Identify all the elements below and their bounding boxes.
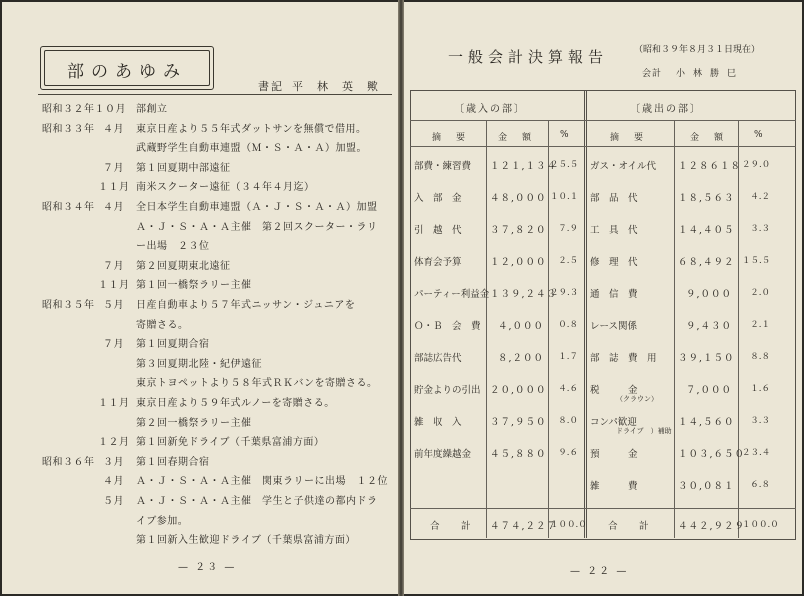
expense-pct: ２.１ [750, 320, 770, 330]
expense-amount: ３９,１５０ [678, 353, 735, 364]
author-name: 平林英歟 [292, 80, 392, 93]
expense-item: 部 品 代 [590, 193, 638, 204]
entry-text: 全日本学生自動車連盟（Ａ・Ｊ・Ｓ・Ａ・Ａ）加盟 [136, 202, 378, 213]
entry-text: 第３回夏期北陸・紀伊遠征 [136, 358, 262, 370]
expense-col-amount: 金 額 [690, 133, 727, 143]
expense-item: 修 理 代 [590, 257, 638, 268]
expense-amount: ９,０００ [685, 289, 732, 300]
expense-col-pct: % [754, 130, 766, 140]
income-total-amount: ４７４,２２７ [490, 521, 558, 532]
entry-text: Ａ・Ｊ・Ｓ・Ａ・Ａ主催 第２回スクーター・ラリ [136, 221, 378, 233]
expense-item: コンパ歓迎 [590, 417, 637, 428]
expense-item: 部 誌 費 用 [590, 353, 657, 364]
expense-amount: １４,５６０ [678, 417, 735, 428]
entry-text: 第２回一橋祭ラリー主催 [136, 417, 252, 429]
income-pct: ７.９ [558, 224, 578, 234]
income-pct: ２.５ [558, 256, 578, 266]
expense-amount: ７,０００ [685, 385, 732, 396]
income-pct: １.７ [558, 352, 578, 362]
entry-text: 武蔵野学生自動車連盟（Ｍ・Ｓ・Ａ・Ａ）加盟。 [136, 143, 367, 155]
income-amount: ３７,９５０ [490, 417, 547, 428]
income-amount: ４８,０００ [490, 193, 547, 204]
entry-text: イブ参加。 [136, 515, 189, 527]
income-total-pct: １００.０ [550, 520, 587, 530]
expense-item: 税 金 [590, 385, 638, 396]
entry-text: 東京日産より５９年式ルノーを寄贈さる。 [136, 398, 335, 409]
income-item: 入 部 金 [414, 193, 462, 204]
income-col-amount: 金 額 [498, 133, 535, 143]
income-item: Ｏ・Ｂ 会 費 [414, 321, 481, 332]
col-divider [738, 120, 739, 538]
expense-pct: ６.８ [750, 480, 770, 490]
entry-month: ７月 [103, 260, 124, 272]
entry-text: 第１回一橋祭ラリー主催 [136, 280, 252, 292]
expense-item: 工 具 代 [590, 225, 638, 236]
income-pct: ２５.５ [550, 160, 579, 170]
entry-text: 南米スクーター遠征（３４年４月迄） [136, 182, 315, 194]
page-number: — ２３ — [178, 562, 237, 573]
entry-month: ７月 [103, 162, 124, 174]
income-col-item: 摘 要 [432, 133, 469, 143]
entry-month: ５月 [103, 496, 124, 507]
entry-text: 第１回新免ドライブ（千葉県富浦方面） [136, 437, 325, 449]
income-col-pct: % [560, 130, 572, 140]
entry-text: ー出場 ２３位 [136, 241, 210, 253]
income-pct: ２９.３ [550, 288, 579, 298]
income-item: 部費・練習費 [414, 161, 472, 172]
income-item: 前年度繰越金 [414, 449, 472, 460]
entry-month: １１月 [98, 280, 130, 292]
expense-pct: ３.３ [750, 416, 770, 426]
income-amount: １２１,１３４ [490, 161, 558, 172]
entry-month: １２月 [98, 437, 130, 449]
row-divider [410, 146, 796, 147]
entry-month: ７月 [103, 339, 124, 351]
entry-month: １１月 [98, 182, 130, 194]
entry-text: 部創立 [136, 104, 168, 115]
entry-month: ４月 [103, 476, 124, 488]
entry-text: 東京日産より５５年式ダットサンを無償で借用。 [136, 123, 367, 135]
col-divider [486, 120, 487, 538]
expense-total-label: 合 計 [608, 521, 655, 532]
expense-item: 通 信 費 [590, 289, 638, 300]
expense-pct: ８.８ [750, 352, 770, 362]
expense-amount: ９,４３０ [685, 321, 732, 332]
page-title: 部のあゆみ [67, 62, 187, 82]
section-divider [584, 90, 587, 538]
expense-amount: １０３,６５０ [678, 449, 746, 460]
income-item: 部誌広告代 [414, 353, 462, 364]
entry-text: 第１回夏期中部遠征 [136, 162, 231, 174]
income-header: 〔歳入の部〕 [454, 104, 526, 115]
entry-month: １１月 [98, 398, 130, 409]
report-title: 一般会計決算報告 [448, 48, 609, 66]
page-number: — ２２ — [570, 566, 629, 577]
entry-text: 第２回夏期東北遠征 [136, 260, 231, 272]
entry-month: ５月 [103, 300, 124, 311]
expense-item: 雑 費 [590, 481, 638, 492]
left-page [2, 2, 398, 594]
entry-text: 第１回春期合宿 [136, 456, 210, 468]
expense-total-amount: ４４２,９２９ [678, 521, 746, 532]
entry-text: Ａ・Ｊ・Ｓ・Ａ・Ａ主催 学生と子供達の都内ドラ [136, 496, 378, 507]
accountant-label: 会計 [642, 69, 663, 79]
income-item: 引 越 代 [414, 225, 462, 236]
col-divider [548, 120, 549, 538]
expense-item-note: ドライブ ）補助 [616, 427, 672, 435]
entry-month: ４月 [103, 123, 124, 135]
income-item: 体育会予算 [414, 257, 462, 268]
report-date: （昭和３９年８月３１日現在） [634, 45, 761, 55]
income-pct: １０.１ [550, 192, 579, 202]
author-label: 書記 [258, 80, 284, 93]
expense-item: レース関係 [590, 321, 638, 332]
income-amount: ３７,８２０ [490, 225, 547, 236]
income-item: パーティー利益金 [414, 289, 490, 300]
row-divider [410, 508, 796, 509]
expense-header: 〔歳出の部〕 [630, 104, 702, 115]
income-pct: ４.６ [558, 384, 578, 394]
entry-text: 東京トヨペットより５８年式ＲＫバンを寄贈さる。 [136, 378, 378, 390]
entry-text: 寄贈さる。 [136, 319, 189, 331]
expense-amount: ３０,０８１ [678, 481, 735, 492]
income-pct: ９.６ [558, 448, 578, 458]
income-amount: ４,０００ [497, 321, 544, 332]
row-divider [410, 120, 796, 121]
entry-text: 日産自動車より５７年式ニッサン・ジュニアを [136, 300, 356, 311]
entry-era: 昭和３５年 [42, 300, 95, 311]
expense-amount: １８,５６３ [678, 193, 735, 204]
expense-item: 預 金 [590, 449, 638, 460]
expense-pct: ２３.４ [742, 448, 771, 458]
expense-pct: ３.３ [750, 224, 770, 234]
entry-text: 第１回夏期合宿 [136, 339, 210, 351]
entry-text: Ａ・Ｊ・Ｓ・Ａ・Ａ主催 関東ラリーに出場 １２位 [136, 476, 388, 488]
income-pct: ８.０ [558, 416, 578, 426]
expense-pct: ２９.０ [742, 160, 771, 170]
accountant-name: 小林勝巳 [676, 69, 745, 79]
income-amount: ４５,８８０ [490, 449, 547, 460]
expense-amount: １４,４０５ [678, 225, 735, 236]
income-amount: １２,０００ [490, 257, 547, 268]
entry-text: 第１回新入生歓迎ドライブ（千葉県富浦方面） [136, 535, 356, 547]
expense-pct: ２.０ [750, 288, 770, 298]
expense-col-item: 摘 要 [610, 133, 647, 143]
income-item: 雑 収 入 [414, 417, 462, 428]
expense-item-note: （クラウン） [616, 395, 658, 403]
entry-era: 昭和３６年 [42, 456, 95, 468]
title-underline [38, 94, 392, 95]
col-divider [674, 120, 675, 538]
entry-month: ４月 [103, 202, 124, 213]
entry-era: 昭和３４年 [42, 202, 95, 213]
expense-pct: ４.２ [750, 192, 770, 202]
income-item: 貯金よりの引出 [414, 385, 481, 396]
expense-total-pct: １００.０ [742, 520, 779, 530]
right-page [404, 2, 802, 594]
expense-pct: １.６ [750, 384, 770, 394]
title-frame [40, 46, 214, 90]
entry-era: 昭和３２年１０月 [42, 104, 126, 115]
expense-item: ガス・オイル代 [590, 161, 657, 172]
entry-era: 昭和３３年 [42, 123, 95, 135]
income-amount: １３９,２４３ [490, 289, 558, 300]
expense-amount: ６８,４９２ [678, 257, 735, 268]
entry-month: ３月 [103, 456, 124, 468]
income-amount: ８,２００ [497, 353, 544, 364]
income-total-label: 合 計 [430, 521, 477, 532]
expense-pct: １５.５ [742, 256, 771, 266]
income-pct: ０.８ [558, 320, 578, 330]
income-amount: ２０,０００ [490, 385, 547, 396]
expense-amount: １２８６１８ [678, 161, 742, 172]
